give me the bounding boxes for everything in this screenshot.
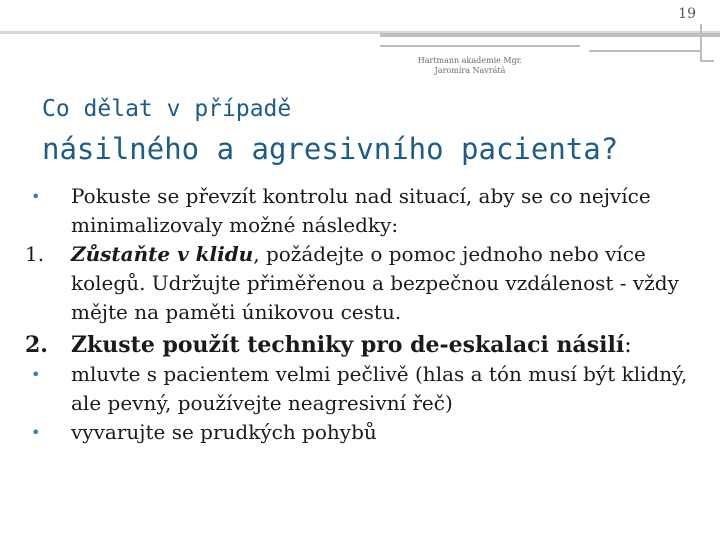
emphasis-text: Zkuste použít techniky pro de-eskalaci násilí bbox=[71, 332, 625, 358]
emphasis-text: Zůstaňte v klidu bbox=[71, 242, 254, 266]
decorative-frame-bracket bbox=[700, 24, 714, 62]
slide-title-line-1: Co dělat v případě bbox=[42, 96, 292, 122]
list-item bbox=[25, 418, 705, 447]
list-item-text: mluvte s pacientem velmi pečlivě (hlas a tón musí být klidný, ale pevný, používejte neagresivní řeč) bbox=[71, 362, 688, 415]
list-item-text: : bbox=[624, 333, 632, 358]
header-note bbox=[395, 56, 545, 76]
slide-title-line-2: násilného a agresivního pacienta? bbox=[42, 132, 619, 166]
list-item-text: , požádejte o pomoc jednoho nebo více kolegů. Udržujte přiměřenou a bezpečnou vzdálenost - vždy mějte na paměti únikovou cestu. bbox=[71, 242, 679, 324]
numbered-item-1 bbox=[25, 240, 705, 327]
decorative-frame-line bbox=[380, 45, 580, 47]
bullet-marker: • bbox=[31, 187, 41, 206]
number-marker: 2. bbox=[25, 332, 48, 358]
bullet-marker: • bbox=[31, 365, 41, 384]
decorative-frame-line-right bbox=[589, 50, 701, 52]
list-item bbox=[25, 182, 705, 240]
list-item-text: vyvarujte se prudkých pohybů bbox=[71, 420, 377, 444]
number-marker: 1. bbox=[25, 242, 45, 266]
bullet-marker: • bbox=[31, 423, 41, 442]
header-note-line-2: Jaromíra Navrátá bbox=[434, 66, 506, 75]
decorative-top-rule-accent bbox=[380, 33, 720, 37]
page-number: 19 bbox=[678, 6, 696, 22]
list-item-text: Pokuste se převzít kontrolu nad situací, aby se co nejvíce minimalizovaly možné následky: bbox=[71, 184, 651, 237]
numbered-item-2 bbox=[25, 331, 705, 360]
list-item bbox=[25, 360, 705, 418]
header-note-line-1: Hartmann akademie Mgr. bbox=[417, 56, 523, 65]
slide-content bbox=[25, 182, 705, 447]
